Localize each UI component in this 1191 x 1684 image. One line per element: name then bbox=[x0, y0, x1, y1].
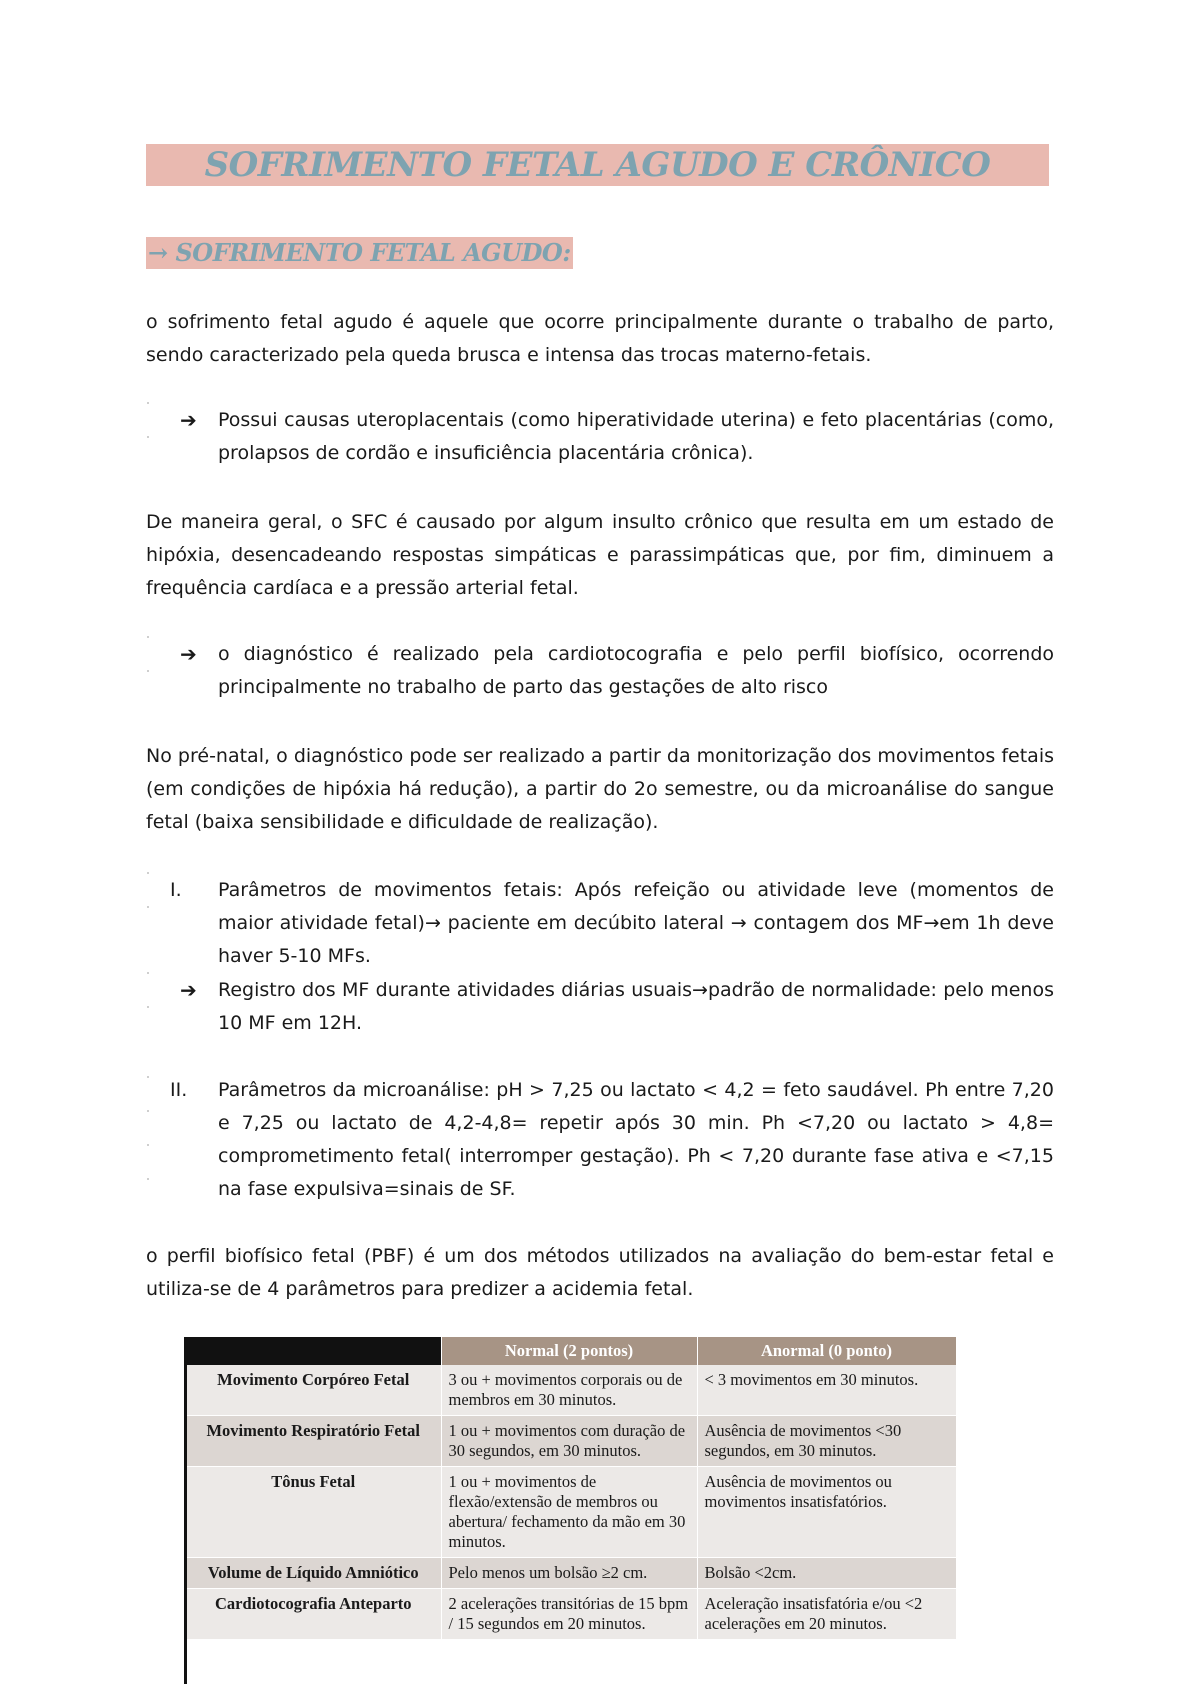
numbered-text: Parâmetros da microanálise: pH > 7,25 ou lactato < 4,2 = feto saudável. Ph entre 7,20 e 7,25 ou lactato de 4,2-4,8= repetir após 30 min. Ph <7,20 ou lactato > 4,8= comprometimento fetal( interromper gestação). Ph < 7,20 durante fase ativa e <7,15 na fase expulsiva=sinais de SF. bbox=[218, 1079, 1054, 1200]
table-header-cell: Anormal (0 ponto) bbox=[697, 1337, 956, 1365]
paragraph-intro: o sofrimento fetal agudo é aquele que ocorre principalmente durante o trabalho de parto, sendo caracterizado pela queda brusca e intensa das trocas materno-fetais. bbox=[146, 311, 1054, 366]
margin-dot bbox=[147, 1006, 149, 1008]
table-cell-parameter: Volume de Líquido Amniótico bbox=[186, 1558, 441, 1589]
table-row bbox=[186, 1558, 956, 1589]
bullet-text: Registro dos MF durante atividades diárias usuais→padrão de normalidade: pelo menos 10 MF em 12H. bbox=[218, 979, 1054, 1034]
title-banner bbox=[146, 144, 1049, 186]
table-row bbox=[186, 1365, 956, 1416]
table-cell-normal: 3 ou + movimentos corporais ou de membros em 30 minutos. bbox=[441, 1365, 697, 1416]
bullet-text: o diagnóstico é realizado pela cardiotocografia e pelo perfil biofísico, ocorrendo principalmente no trabalho de parto das gestações de alto risco bbox=[218, 643, 1054, 698]
margin-dot bbox=[147, 1110, 149, 1112]
table-cell-abnormal: Ausência de movimentos ou movimentos insatisfatórios. bbox=[697, 1467, 956, 1558]
numbered-item bbox=[170, 874, 1054, 973]
margin-dot bbox=[147, 972, 149, 974]
numbered-text: Parâmetros de movimentos fetais: Após refeição ou atividade leve (momentos de maior atividade fetal)→ paciente em decúbito lateral → contagem dos MF→em 1h deve haver 5-10 MFs. bbox=[218, 879, 1054, 967]
margin-dot bbox=[147, 906, 149, 908]
table-cell-normal: 2 acelerações transitórias de 15 bpm / 15 segundos em 20 minutos. bbox=[441, 1589, 697, 1640]
item-number: II. bbox=[170, 1079, 188, 1101]
margin-dot bbox=[147, 1178, 149, 1180]
table-cell-parameter: Movimento Corpóreo Fetal bbox=[186, 1365, 441, 1416]
margin-dot bbox=[147, 402, 149, 404]
table-cell-abnormal: < 3 movimentos em 30 minutos. bbox=[697, 1365, 956, 1416]
table-row bbox=[186, 1589, 956, 1640]
table-cell-parameter: Tônus Fetal bbox=[186, 1467, 441, 1558]
bullet-item bbox=[180, 404, 1054, 470]
margin-dot bbox=[147, 1076, 149, 1078]
arrow-bullet-icon: ➔ bbox=[180, 642, 197, 666]
page-title: SOFRIMENTO FETAL AGUDO E CRÔNICO bbox=[204, 145, 991, 185]
numbered-item bbox=[170, 1074, 1054, 1206]
table-left-border bbox=[184, 1337, 187, 1684]
table-cell-normal: Pelo menos um bolsão ≥2 cm. bbox=[441, 1558, 697, 1589]
section-heading: → SOFRIMENTO FETAL AGUDO: bbox=[148, 238, 571, 267]
table-row bbox=[186, 1416, 956, 1467]
table-cell-abnormal: Bolsão <2cm. bbox=[697, 1558, 956, 1589]
table-header-row bbox=[186, 1337, 956, 1365]
pbf-table bbox=[186, 1337, 957, 1640]
table-cell-abnormal: Ausência de movimentos <30 segundos, em 30 minutos. bbox=[697, 1416, 956, 1467]
table-cell-parameter: Cardiotocografia Anteparto bbox=[186, 1589, 441, 1640]
arrow-bullet-icon: ➔ bbox=[180, 978, 197, 1002]
bullet-text: Possui causas uteroplacentais (como hiperatividade uterina) e feto placentárias (como, prolapsos de cordão e insuficiência placentária crônica). bbox=[218, 409, 1054, 464]
bullet-item bbox=[180, 638, 1054, 704]
table-cell-abnormal: Aceleração insatisfatória e/ou <2 acelerações em 20 minutos. bbox=[697, 1589, 956, 1640]
margin-dot bbox=[147, 436, 149, 438]
bullet-item bbox=[180, 974, 1054, 1040]
table-cell-normal: 1 ou + movimentos com duração de 30 segundos, em 30 minutos. bbox=[441, 1416, 697, 1467]
margin-dot bbox=[147, 872, 149, 874]
table-cell-parameter: Movimento Respiratório Fetal bbox=[186, 1416, 441, 1467]
table-row bbox=[186, 1467, 956, 1558]
table-cell-normal: 1 ou + movimentos de flexão/extensão de membros ou abertura/ fechamento da mão em 30 minutos. bbox=[441, 1467, 697, 1558]
paragraph-sfc: De maneira geral, o SFC é causado por algum insulto crônico que resulta em um estado de hipóxia, desencadeando respostas simpáticas e parassimpáticas que, por fim, diminuem a frequência cardíaca e a pressão arterial fetal. bbox=[146, 511, 1054, 599]
table-header-cell bbox=[186, 1337, 441, 1365]
margin-dot bbox=[147, 1144, 149, 1146]
item-number: I. bbox=[170, 879, 182, 901]
paragraph-pbf: o perfil biofísico fetal (PBF) é um dos métodos utilizados na avaliação do bem-estar fetal e utiliza-se de 4 parâmetros para predizer a acidemia fetal. bbox=[146, 1245, 1054, 1300]
paragraph-prenatal: No pré-natal, o diagnóstico pode ser realizado a partir da monitorização dos movimentos fetais (em condições de hipóxia há redução), a partir do 2o semestre, ou da microanálise do sangue fetal (baixa sensibilidade e dificuldade de realização). bbox=[146, 745, 1054, 833]
table-header-cell: Normal (2 pontos) bbox=[441, 1337, 697, 1365]
arrow-bullet-icon: ➔ bbox=[180, 408, 197, 432]
margin-dot bbox=[147, 636, 149, 638]
margin-dot bbox=[147, 670, 149, 672]
